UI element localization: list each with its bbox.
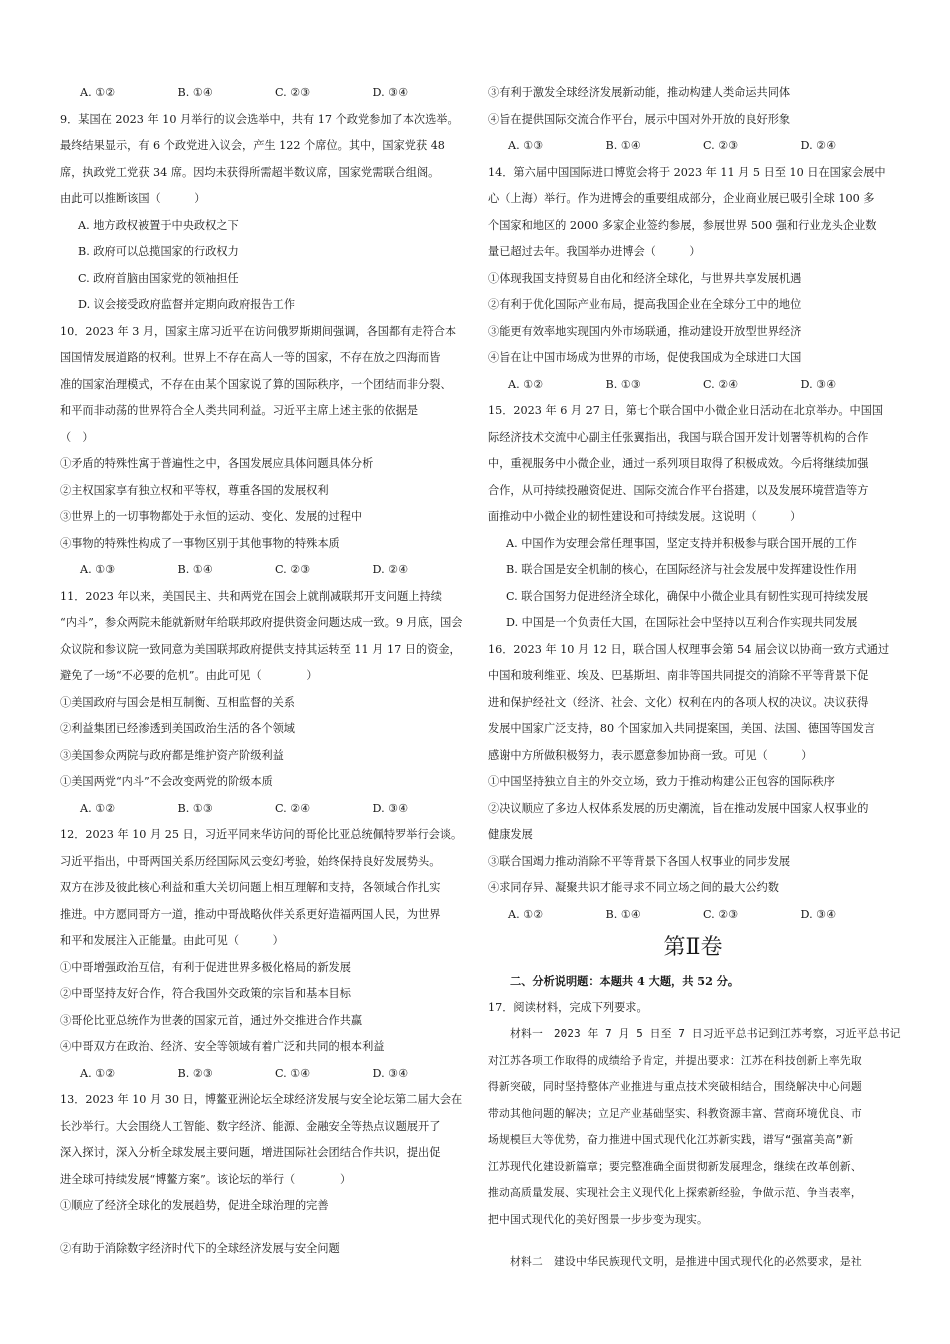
question-13 (60, 1087, 470, 1262)
q15-choice-c[interactable]: C. 联合国努力促进经济全球化，确保中小微企业具有韧性实现可持续发展 (506, 589, 869, 603)
q14-statement: ②有利于优化国际产业布局，提高我国企业在全球分工中的地位 (488, 298, 802, 311)
q15-stem-line: 合作，从可持续投融资促进、国际交流合作平台搭建，以及发展环境营造等方 (488, 483, 869, 497)
question-10 (60, 319, 470, 584)
q10-option-b[interactable]: B. ①④ (177, 563, 213, 576)
q13-options (488, 133, 898, 160)
q12-statement: ①中哥增强政治互信，有利于促进世界多极化格局的新发展 (60, 960, 351, 974)
question-9 (60, 107, 470, 319)
q12-stem-line: 和平和发展注入正能量。由此可见（ ） (60, 934, 284, 947)
q8-option-d[interactable]: D. ③④ (372, 86, 409, 99)
q15-stem-line: 中，重视服务中小微企业，通过一系列项目取得了积极成效。今后将继续加强 (488, 457, 869, 470)
q11-stem-line: 众议院和参议院一致同意为美国联邦政府提供支持其运转至 11 月 17 日的资金， (60, 642, 461, 656)
q10-stem-line: （ ） (60, 430, 94, 444)
q16-stem-line: 中国和玻利维亚、埃及、巴基斯坦、南非等国共同提交的消除不平等背景下促 (488, 669, 869, 682)
q14-option-b[interactable]: B. ①③ (605, 377, 641, 391)
q13-option-a[interactable]: A. ①③ (508, 139, 544, 152)
q11-options (60, 796, 470, 823)
q12-stem-line: 双方在涉及彼此核心利益和重大关切问题上相互理解和支持，各领域合作扎实 (60, 881, 441, 894)
material-line: 场规模巨大等优势，奋力推进中国式现代化江苏新实践，谱写“强富美高”新 (488, 1133, 854, 1146)
q12-stem-line: 推进。中方愿同哥方一道，推动中哥战略伙伴关系更好造福两国人民，为世界 (60, 907, 441, 921)
q17-material-one (488, 1021, 901, 1233)
q10-stem-line: 和平而非动荡的世界符合全人类共同利益。习近平主席上述主张的依据是 (60, 404, 419, 417)
q15-stem-line: 际经济技术交流中心副主任张翼指出，我国与联合国开发计划署等机构的合作 (488, 430, 869, 444)
q14-statement: ①体现我国支持贸易自由化和经济全球化，与世界共享发展机遇 (488, 271, 802, 285)
q12-options (60, 1061, 470, 1088)
material-line: 对江苏各项工作取得的成绩给予肯定，并提出要求：江苏在科技创新上率先取 (488, 1053, 862, 1067)
q17-material-two (488, 1249, 898, 1276)
q12-stem-line: 12．2023 年 10 月 25 日，习近平同来华访问的哥伦比亚总统佩特罗举行会谈。 (60, 828, 463, 841)
material-line: 带动其他问题的解决；立足产业基础坚实、科教资源丰富、营商环境优良、市 (488, 1106, 862, 1120)
q10-option-a[interactable]: A. ①③ (80, 563, 116, 576)
left-column (60, 80, 470, 1262)
material-line: 江苏现代化建设新篇章；要完整准确全面贯彻新发展理念，继续在改革创新、 (488, 1159, 862, 1173)
q14-options (488, 372, 898, 399)
q16-stem-line: 16．2023 年 10 月 12 日，联合国人权理事会第 54 届会议以协商一致方式通过 (488, 642, 890, 656)
q9-choice-b[interactable]: B. 政府可以总揽国家的行政权力 (78, 245, 239, 258)
q16-option-d[interactable]: D. ③④ (800, 907, 837, 921)
q10-statement: ③世界上的一切事物都处于永恒的运动、变化、发展的过程中 (60, 510, 363, 523)
right-column (488, 80, 901, 1276)
q16-statement: ④求同存异、凝聚共识才能寻求不同立场之间的最大公约数 (488, 881, 779, 894)
q13-statement: ③有利于激发全球经济发展新动能，推动构建人类命运共同体 (488, 86, 791, 99)
q16-statement: 健康发展 (488, 828, 533, 841)
part-two-subtitle: 二、分析说明题：本题共 4 大题，共 52 分。 (510, 974, 740, 988)
q11-stem-line: “内斗”，参众两院未能就新财年给联邦政府提供资金问题达成一致。9 月底，国会 (60, 616, 463, 629)
q15-stem-line: 15．2023 年 6 月 27 日，第七个联合国中小微企业日活动在北京举办。中国国 (488, 404, 884, 417)
q16-stem-line: 进和保护经社文（经济、社会、文化）权利在内的各项人权的决议。决议获得 (488, 695, 869, 709)
q13-option-b[interactable]: B. ①④ (605, 139, 641, 152)
q11-option-c[interactable]: C. ②④ (275, 801, 311, 815)
q16-stem-line: 发展中国家广泛支持，80 个国家加入共同提案国，美国、法国、德国等国发言 (488, 722, 875, 735)
q12-option-d[interactable]: D. ③④ (372, 1066, 409, 1080)
q13-option-c[interactable]: C. ②③ (703, 139, 739, 152)
q11-option-b[interactable]: B. ①③ (177, 801, 213, 815)
q11-stem-line: 避免了一场“不必要的危机”。由此可见（ ） (60, 669, 318, 682)
q14-option-c[interactable]: C. ②④ (703, 377, 739, 391)
q16-option-b[interactable]: B. ①④ (605, 907, 641, 921)
q13-stem-line: 进全球可持续发展“博鳌方案”。该论坛的举行（ ） (60, 1172, 352, 1186)
q9-stem-line: 由此可以推断该国（ ） (60, 192, 206, 205)
q10-options (60, 557, 470, 584)
q10-statement: ②主权国家享有独立权和平等权，尊重各国的发展权利 (60, 483, 329, 497)
q11-statement: ③美国参众两院与政府都是维护资产阶级利益 (60, 748, 284, 762)
question-14 (488, 160, 898, 399)
q9-choice-d[interactable]: D. 议会接受政府监督并定期向政府报告工作 (78, 298, 296, 311)
material-line: 得新突破，同时坚持整体产业推进与重点技术突破相结合，围绕解决中心问题 (488, 1080, 862, 1093)
q10-stem-line: 准的国家治理模式，不存在由某个国家说了算的国际秩序，一个团结而非分裂、 (60, 377, 452, 391)
q16-statement: ③联合国竭力推动消除不平等背景下各国人权事业的同步发展 (488, 854, 791, 868)
q11-statement: ①美国两党“内斗”不会改变两党的阶级本质 (60, 775, 273, 788)
q15-choice-a[interactable]: A. 中国作为安理会常任理事国，坚定支持并积极参与联合国开展的工作 (506, 536, 857, 550)
q10-stem-line: 国国情发展道路的权利。世界上不存在高人一等的国家，不存在放之四海而皆 (60, 351, 441, 364)
q8-option-b[interactable]: B. ①④ (177, 86, 213, 99)
q9-stem-line: 最终结果显示，有 6 个政党进入议会，产生 122 个席位。其中，国家党获 48 (60, 139, 445, 152)
q12-statement: ③哥伦比亚总统作为世袭的国家元首，通过外交推进合作共赢 (60, 1013, 363, 1027)
q11-stem-line: 11．2023 年以来，美国民主、共和两党在国会上就削减联邦开支问题上持续 (60, 589, 442, 603)
q8-option-a[interactable]: A. ①② (80, 86, 116, 99)
q15-choice-b[interactable]: B. 联合国是安全机制的核心，在国际经济与社会发展中发挥建设性作用 (506, 563, 857, 576)
q9-choice-c[interactable]: C. 政府首脑由国家党的领袖担任 (78, 271, 239, 285)
q15-stem-line: 面推动中小微企业的韧性建设和可持续发展。这说明（ ） (488, 510, 802, 523)
q14-stem-line: 14．第六届中国国际进口博览会将于 2023 年 11 月 5 日至 10 日在国家会展中 (488, 165, 886, 179)
q11-statement: ②利益集团已经渗透到美国政治生活的各个领域 (60, 722, 295, 735)
q14-statement: ③能更有效率地实现国内外市场联通，推动建设开放型世界经济 (488, 324, 802, 338)
q13-statement: ④旨在提供国际交流合作平台，展示中国对外开放的良好形象 (488, 112, 791, 126)
q12-option-c[interactable]: C. ①④ (275, 1066, 311, 1080)
spacer (60, 1220, 470, 1236)
q9-choice-a[interactable]: A. 地方政权被置于中央政权之下 (78, 218, 239, 232)
q9-stem-line: 席，执政党工党获 34 席。因均未获得所需超半数议席，国家党需联合组阁。 (60, 165, 440, 179)
q12-statement: ④中哥双方在政治、经济、安全等领域有着广泛和共同的根本利益 (60, 1040, 385, 1053)
q15-choice-d[interactable]: D. 中国是一个负责任大国，在国际社会中坚持以互利合作实现共同发展 (506, 616, 858, 629)
question-15 (488, 398, 898, 637)
question-13-continued (488, 80, 898, 160)
q10-option-d[interactable]: D. ②④ (372, 563, 409, 576)
q16-options (488, 902, 898, 929)
q13-option-d[interactable]: D. ②④ (800, 139, 837, 152)
q13-stem-line: 13．2023 年 10 月 30 日，博鳌亚洲论坛全球经济发展与安全论坛第二届大会在 (60, 1093, 463, 1106)
q10-statement: ④事物的特殊性构成了一事物区别于其他事物的特殊本质 (60, 536, 340, 550)
spacer (488, 1233, 898, 1249)
q12-statement: ②中哥坚持友好合作，符合我国外交政策的宗旨和基本目标 (60, 987, 351, 1000)
q14-stem-line: 心（上海）举行。作为进博会的重要组成部分，企业商业展已吸引全球 100 多 (488, 192, 875, 205)
q11-option-d[interactable]: D. ③④ (372, 801, 409, 815)
q12-stem-line: 习近平指出，中哥两国关系历经国际风云变幻考验，始终保持良好发展势头。 (60, 854, 441, 868)
q10-option-c[interactable]: C. ②③ (275, 563, 311, 576)
q17-label: 17．阅读材料，完成下列要求。 (488, 1000, 648, 1014)
part-two-title: 第Ⅱ卷 (663, 935, 723, 960)
q13-statement: ①顺应了经济全球化的发展趋势，促进全球治理的完善 (60, 1199, 329, 1212)
q11-statement: ①美国政府与国会是相互制衡、互相监督的关系 (60, 695, 295, 709)
q16-option-c[interactable]: C. ②③ (703, 907, 739, 921)
q14-stem-line: 个国家和地区的 2000 多家企业签约参展，参展世界 500 强和行业龙头企业数 (488, 218, 877, 232)
q11-option-a[interactable]: A. ①② (80, 801, 116, 815)
q13-statement: ②有助于消除数字经济时代下的全球经济发展与安全问题 (60, 1241, 340, 1255)
material-line: 推动高质量发展、实现社会主义现代化上探索新经验，争做示范、争当表率， (488, 1186, 862, 1199)
q12-option-a[interactable]: A. ①② (80, 1066, 116, 1080)
question-11 (60, 584, 470, 823)
q14-option-d[interactable]: D. ③④ (800, 377, 837, 391)
q13-stem-line: 长沙举行。大会围绕人工智能、数字经济、能源、金融安全等热点议题展开了 (60, 1119, 441, 1133)
q14-statement: ④旨在让中国市场成为世界的市场，促使我国成为全球进口大国 (488, 351, 802, 364)
q14-stem-line: 量已超过去年。我国举办进博会（ ） (488, 245, 701, 258)
material-line: 材料一 2023 年 7 月 5 日至 7 日习近平总书记到江苏考察，习近平总书记 (510, 1027, 901, 1040)
q13-stem-line: 深入探讨，深入分析全球发展主要问题，增进国际社会团结合作共识，提出促 (60, 1146, 441, 1159)
q10-statement: ①矛盾的特殊性寓于普遍性之中，各国发展应具体问题具体分析 (60, 457, 374, 470)
part-two (488, 928, 901, 1276)
q16-statement: ②决议顺应了多边人权体系发展的历史潮流，旨在推动发展中国家人权事业的 (488, 801, 869, 815)
q8-options (60, 80, 470, 107)
q10-stem-line: 10．2023 年 3 月，国家主席习近平在访问俄罗斯期间强调，各国都有走符合本 (60, 324, 457, 338)
material-line: 把中国式现代化的美好图景一步步变为现实。 (488, 1212, 708, 1226)
q16-option-a[interactable]: A. ①② (508, 907, 544, 921)
q12-option-b[interactable]: B. ②③ (177, 1066, 213, 1080)
q8-option-c[interactable]: C. ②③ (275, 86, 311, 99)
q16-stem-line: 感谢中方所做积极努力，表示愿意参加协商一致。可见（ ） (488, 748, 813, 762)
q16-statement: ①中国坚持独立自主的外交立场，致力于推动构建公正包容的国际秩序 (488, 775, 835, 788)
q14-option-a[interactable]: A. ①② (508, 377, 544, 391)
q9-stem-line: 9．某国在 2023 年 10 月举行的议会选举中，共有 17 个政党参加了本次选举。 (60, 112, 459, 126)
question-16 (488, 637, 898, 929)
question-12 (60, 822, 470, 1087)
material-line: 材料二 建设中华民族现代文明，是推进中国式现代化的必然要求，是社 (510, 1255, 862, 1268)
